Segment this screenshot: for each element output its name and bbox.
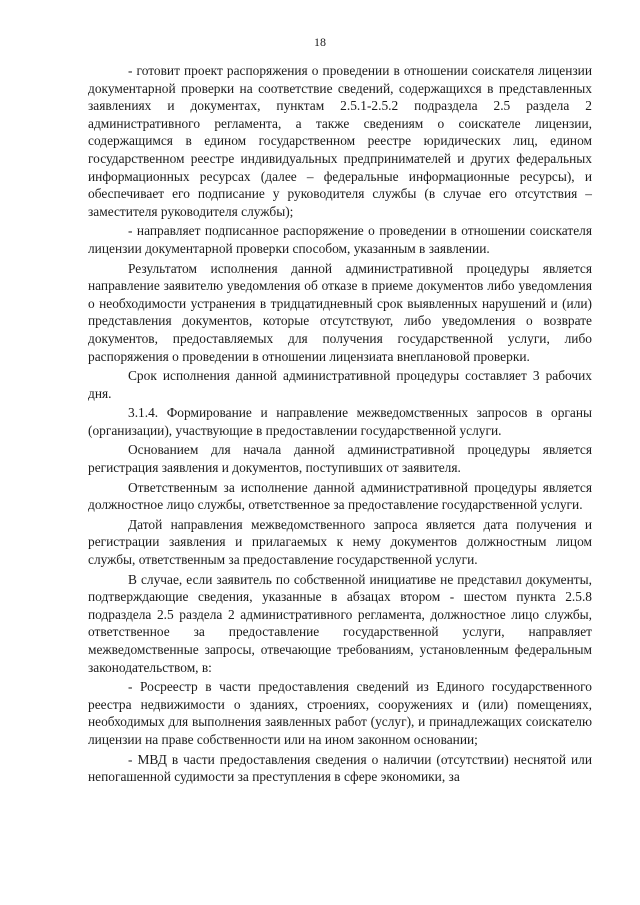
paragraph: Датой направления межведомственного запроса является дата получения и регистрации заявления и прилагаемых к нему документов должностным лицом службы, ответственным за предоставление государственной услуги.	[88, 516, 592, 568]
paragraph: В случае, если заявитель по собственной инициативе не представил документы, подтверждающие сведения, указанные в абзацах втором - шестом пункта 2.5.8 подраздела 2.5 раздела 2 административного регламента, должностное лицо службы, ответственное за предоставление государственной услуги, направляет межведомственные запросы, отвечающие требованиям, установленным федеральным законодательством, в:	[88, 571, 592, 675]
paragraph: Срок исполнения данной административной процедуры составляет 3 рабочих дня.	[88, 368, 592, 401]
paragraph: Основанием для начала данной административной процедуры является регистрация заявления и документов, поступивших от заявителя.	[88, 442, 592, 476]
paragraph: 3.1.4. Формирование и направление межведомственных запросов в органы (организации), участвующие в предоставлении государственной услуги.	[88, 405, 592, 438]
page-number: 18	[314, 35, 326, 49]
paragraph: - направляет подписанное распоряжение о проведении в отношении соискателя лицензии документарной проверки способом, указанным в заявлении.	[88, 223, 592, 256]
paragraph: Ответственным за исполнение данной административной процедуры является должностное лицо службы, ответственное за предоставление государственной услуги.	[88, 479, 592, 513]
paragraph: Результатом исполнения данной административной процедуры является направление заявителю уведомления об отказе в приеме документов либо уведомления о необходимости устранения в тридцатидневный срок выявленных нарушений и (или) представления документов, которые отсутствуют, либо уведомления о возврате документов, предоставляемых для получения государственной услуги, либо распоряжения о проведении в отношении лицензиата внеплановой проверки.	[88, 260, 592, 364]
paragraph: - готовит проект распоряжения о проведении в отношении соискателя лицензии документарной проверки на соответствие сведений, содержащихся в представленных заявлениях и документах, пунктам 2.5.1-2.5.2 подраздела 2.5 раздела 2 административного регламента, а также сведениям о соискателе лицензии, содержащимся в едином государственном реестре юридических лиц, едином государственном реестре индивидуальных предпринимателей и других федеральных информационных ресурсах (далее – федеральные информационные ресурсы), и обеспечивает его подписание у руководителя службы (в случае его отсутствия – заместителя руководителя службы);	[88, 63, 592, 219]
document-body	[88, 62, 592, 788]
paragraph: - МВД в части предоставления сведения о наличии (отсутствии) неснятой или непогашенной судимости за преступления в сфере экономики, за	[88, 751, 592, 785]
paragraph: - Росреестр в части предоставления сведений из Единого государственного реестра недвижимости о зданиях, строениях, сооружениях и (или) помещениях, необходимых для выполнения заявленных работ (услуг), и принадлежащих соискателю лицензии на праве собственности или на ином законном основании;	[88, 679, 592, 747]
